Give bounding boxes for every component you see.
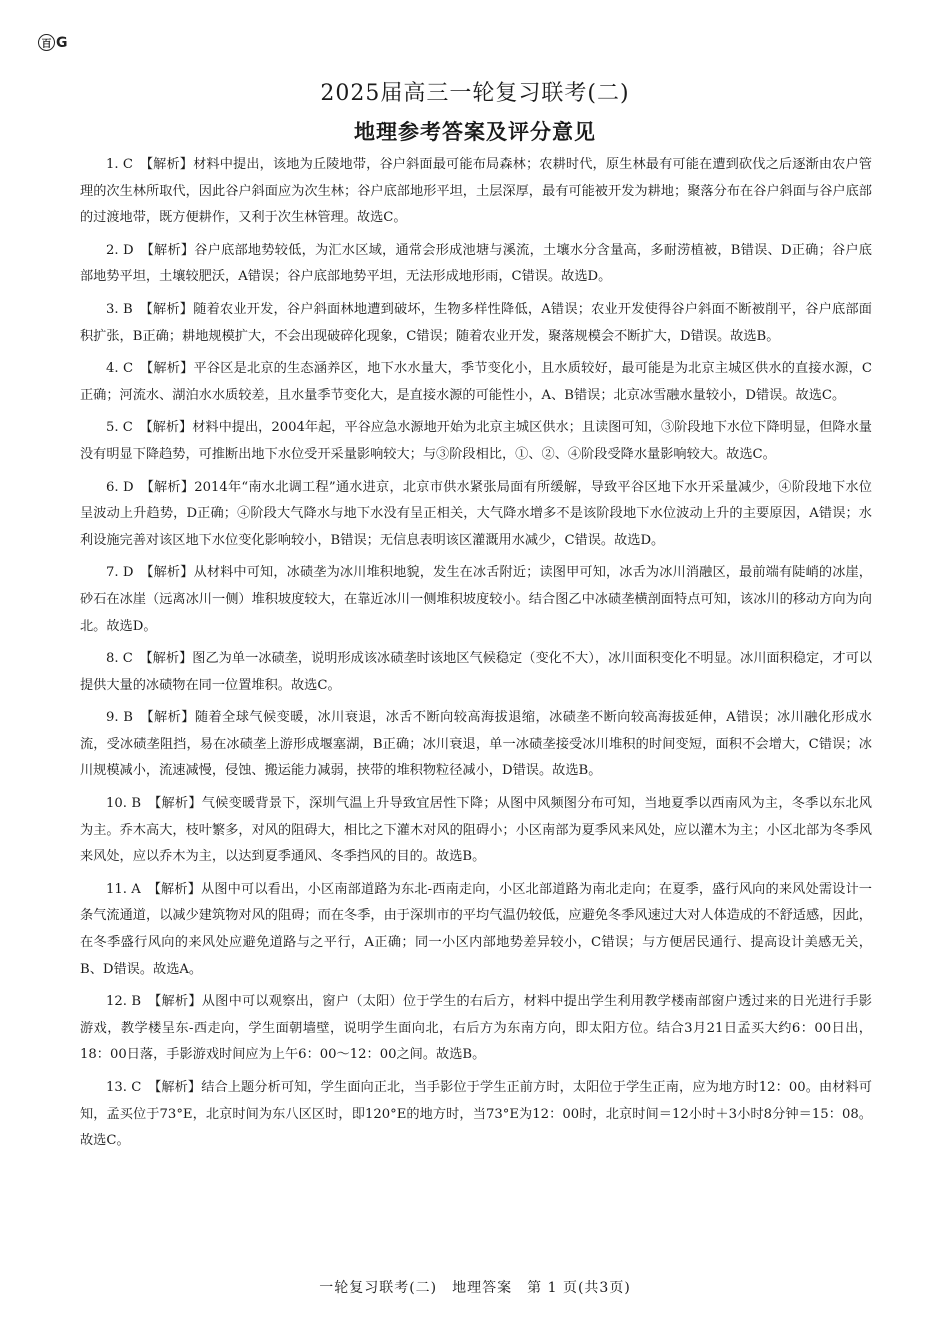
answer-item-2: 2. D 【解析】谷户底部地势较低，为汇水区域，通常会形成池塘与溪流，土壤水分含量高，多耐涝植被，B错误、D正确；谷户底部地势平坦，土壤较肥沃，A错误；谷户底部地势平坦，无法形成地形雨，C错误。故选D。 [80,242,872,285]
answer-item-1: 1. C 【解析】材料中提出，该地为丘陵地带，谷户斜面最可能布局森林；农耕时代，原生林最有可能在遭到砍伐之后逐渐由农户管理的次生林所取代，因此谷户斜面应为次生林；谷户底部地形平坦，土层深厚，最有可能被开发为耕地；聚落分布在谷户斜面与谷户底部的过渡地带，既方便耕作，又利于次生林管理。故选C。 [80,157,872,226]
exam-title: 2025届高三一轮复习联考(二) [320,81,630,106]
answer-item-12: 12. B 【解析】从图中可以观察出，窗户（太阳）位于学生的右后方，材料中提出学生利用教学楼南部窗户透过来的日光进行手影游戏，教学楼呈东-西走向，学生面朝墙壁，说明学生面向北，右后方为东南方向，即太阳方位。结合3月21日孟买大约6：00日出，18：00日落，手影游戏时间应为上午6：00～12：00之间。故选B。 [80,994,872,1063]
answer-item-6: 6. D 【解析】2014年“南水北调工程”通水进京，北京市供水紧张局面有所缓解，导致平谷区地下水开采量减少，④阶段地下水位呈波动上升趋势，D正确；④阶段大气降水与地下水没有呈正相关，大气降水增多不是该阶段地下水位波动上升的主要原因，A错误；水利设施完善对该区地下水位变化影响较小，B错误；无信息表明该区灌溉用水减少，C错误。故选D。 [80,479,872,548]
logo-circle-mark: 百 [38,34,55,51]
answer-item-4: 4. C 【解析】平谷区是北京的生态涵养区，地下水水量大，季节变化小，且水质较好，最可能是为北京主城区供水的直接水源，C正确；河流水、湖泊水水质较差，且水量季节变化大，是直接水源的可能性小，A、B错误；北京冰雪融水量较小，D错误。故选C。 [80,361,872,403]
answer-item-10: 10. B 【解析】气候变暖背景下，深圳气温上升导致宜居性下降；从图中风频图分布可知，当地夏季以西南风为主，冬季以东北风为主。乔木高大，枝叶繁多，对风的阻碍大，相比之下灌木对风的阻碍小；小区南部为夏季风来风处，应以灌木为主；小区北部为冬季风来风处，应以乔木为主，以达到夏季通风、冬季挡风的目的。故选B。 [80,796,872,865]
answer-item-3: 3. B 【解析】随着农业开发，谷户斜面林地遭到破坏，生物多样性降低，A错误；农业开发使得谷户斜面不断被削平，谷户底部面积扩张，B正确；耕地规模扩大，不会出现破碎化现象，C错误；随着农业开发，聚落规模会不断扩大，D错误。故选B。 [80,301,872,344]
publisher-logo [38,34,68,51]
answer-item-5: 5. C 【解析】材料中提出，2004年起，平谷应急水源地开始为北京主城区供水；且读图可知，③阶段地下水位下降明显，但降水量没有明显下降趋势，可推断出地下水位受开采量影响较大；与③阶段相比，①、②、④阶段受降水量影响较大。故选C。 [80,420,872,462]
answer-item-11: 11. A 【解析】从图中可以看出，小区南部道路为东北-西南走向，小区北部道路为南北走向；在夏季，盛行风向的来风处需设计一条气流通道，以减少建筑物对风的阻碍；而在冬季，由于深圳市的平均气温仍较低，应避免冬季风速过大对人体造成的不舒适感，因此，在冬季盛行风向的来风处应避免道路与之平行，A正确；同一小区内部地势差异较小，C错误；与方便居民通行、提高设计美感无关，B、D错误。故选A。 [80,881,872,977]
answer-list [80,152,872,1161]
answer-item-8: 8. C 【解析】图乙为单一冰碛垄，说明形成该冰碛垄时该地区气候稳定（变化不大），冰川面积变化不明显。冰川面积稳定，才可以提供大量的冰碛物在同一位置堆积。故选C。 [80,651,872,693]
logo-letter: G [56,34,68,51]
answer-key-subtitle: 地理参考答案及评分意见 [354,120,596,144]
answer-item-9: 9. B 【解析】随着全球气候变暖，冰川衰退，冰舌不断向较高海拔退缩，冰碛垄不断向较高海拔延伸，A错误；冰川融化形成水流，受冰碛垄阻挡，易在冰碛垄上游形成堰塞湖，B正确；冰川衰退，单一冰碛垄接受冰川堆积的时间变短，面积不会增大，C错误；冰川规模减小，流速减慢，侵蚀、搬运能力减弱，挟带的堆积物粒径减小，D错误。故选B。 [80,710,872,779]
answer-item-7: 7. D 【解析】从材料中可知，冰碛垄为冰川堆积地貌，发生在冰舌附近；读图甲可知，冰舌为冰川消融区，最前端有陡峭的冰崖，砂石在冰崖（远离冰川一侧）堆积坡度较大，在靠近冰川一侧堆积坡度较小。结合图乙中冰碛垄横剖面特点可知，该冰川的移动方向为向北。故选D。 [80,565,872,634]
answer-item-13: 13. C 【解析】结合上题分析可知，学生面向正北，当手影位于学生正前方时，太阳位于学生正南，应为地方时12：00。由材料可知，孟买位于73°E，北京时间为东八区区时，即120°E的地方时，当73°E为12：00时，北京时间＝12小时＋3小时8分钟＝15：08。故选C。 [80,1080,872,1149]
page-footer: 一轮复习联考(二) 地理答案 第 1 页(共3页) [319,1280,631,1296]
